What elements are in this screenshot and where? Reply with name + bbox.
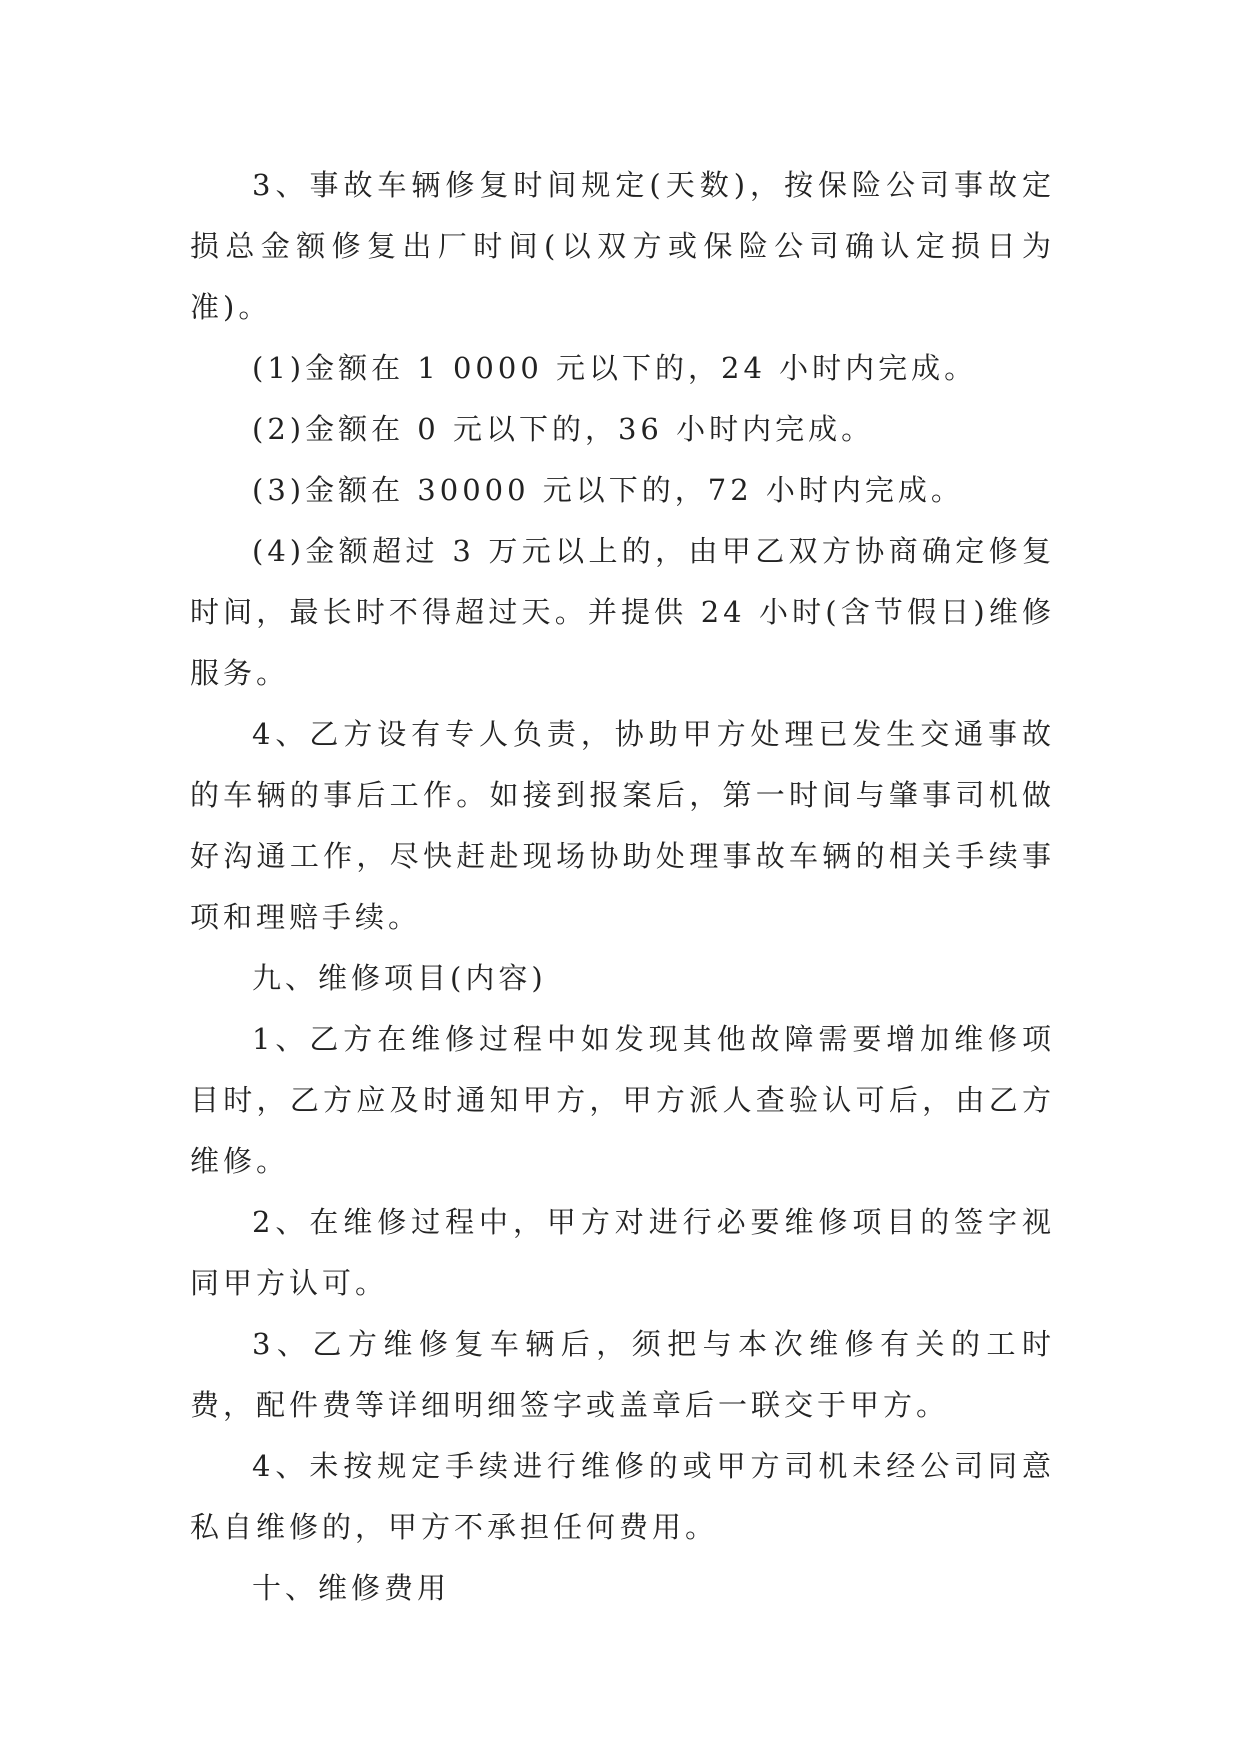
document-body bbox=[190, 155, 1055, 1619]
paragraph-additional-repair: 1、乙方在维修过程中如发现其他故障需要增加维修项目时，乙方应及时通知甲方，甲方派人查验认可后，由乙方维修。 bbox=[190, 1022, 1055, 1178]
section-heading-repair-items: 九、维修项目(内容) bbox=[252, 961, 547, 995]
paragraph-item-3: (3)金额在 30000 元以下的，72 小时内完成。 bbox=[252, 473, 964, 507]
paragraph-unauthorized-repair: 4、未按规定手续进行维修的或甲方司机未经公司同意私自维修的，甲方不承担任何费用。 bbox=[190, 1449, 1055, 1544]
paragraph-item-1: (1)金额在 1 0000 元以下的，24 小时内完成。 bbox=[252, 351, 978, 385]
paragraph-signature-approval: 2、在维修过程中，甲方对进行必要维修项目的签字视同甲方认可。 bbox=[190, 1205, 1055, 1300]
paragraph-repair-time-rule: 3、事故车辆修复时间规定(天数)，按保险公司事故定损总金额修复出厂时间(以双方或保险公司确认定损日为准)。 bbox=[190, 168, 1055, 324]
paragraph-accident-assistance: 4、乙方设有专人负责，协助甲方处理已发生交通事故的车辆的事后工作。如接到报案后，第一时间与肇事司机做好沟通工作，尽快赶赴现场协助处理事故车辆的相关手续事项和理赔手续。 bbox=[190, 717, 1055, 934]
paragraph-item-4: (4)金额超过 3 万元以上的，由甲乙双方协商确定修复时间，最长时不得超过天。并提供 24 小时(含节假日)维修服务。 bbox=[190, 534, 1055, 690]
paragraph-fee-details: 3、乙方维修复车辆后，须把与本次维修有关的工时费，配件费等详细明细签字或盖章后一联交于甲方。 bbox=[190, 1327, 1055, 1422]
section-heading-repair-fees: 十、维修费用 bbox=[252, 1571, 451, 1605]
paragraph-item-2: (2)金额在 0 元以下的，36 小时内完成。 bbox=[252, 412, 875, 446]
